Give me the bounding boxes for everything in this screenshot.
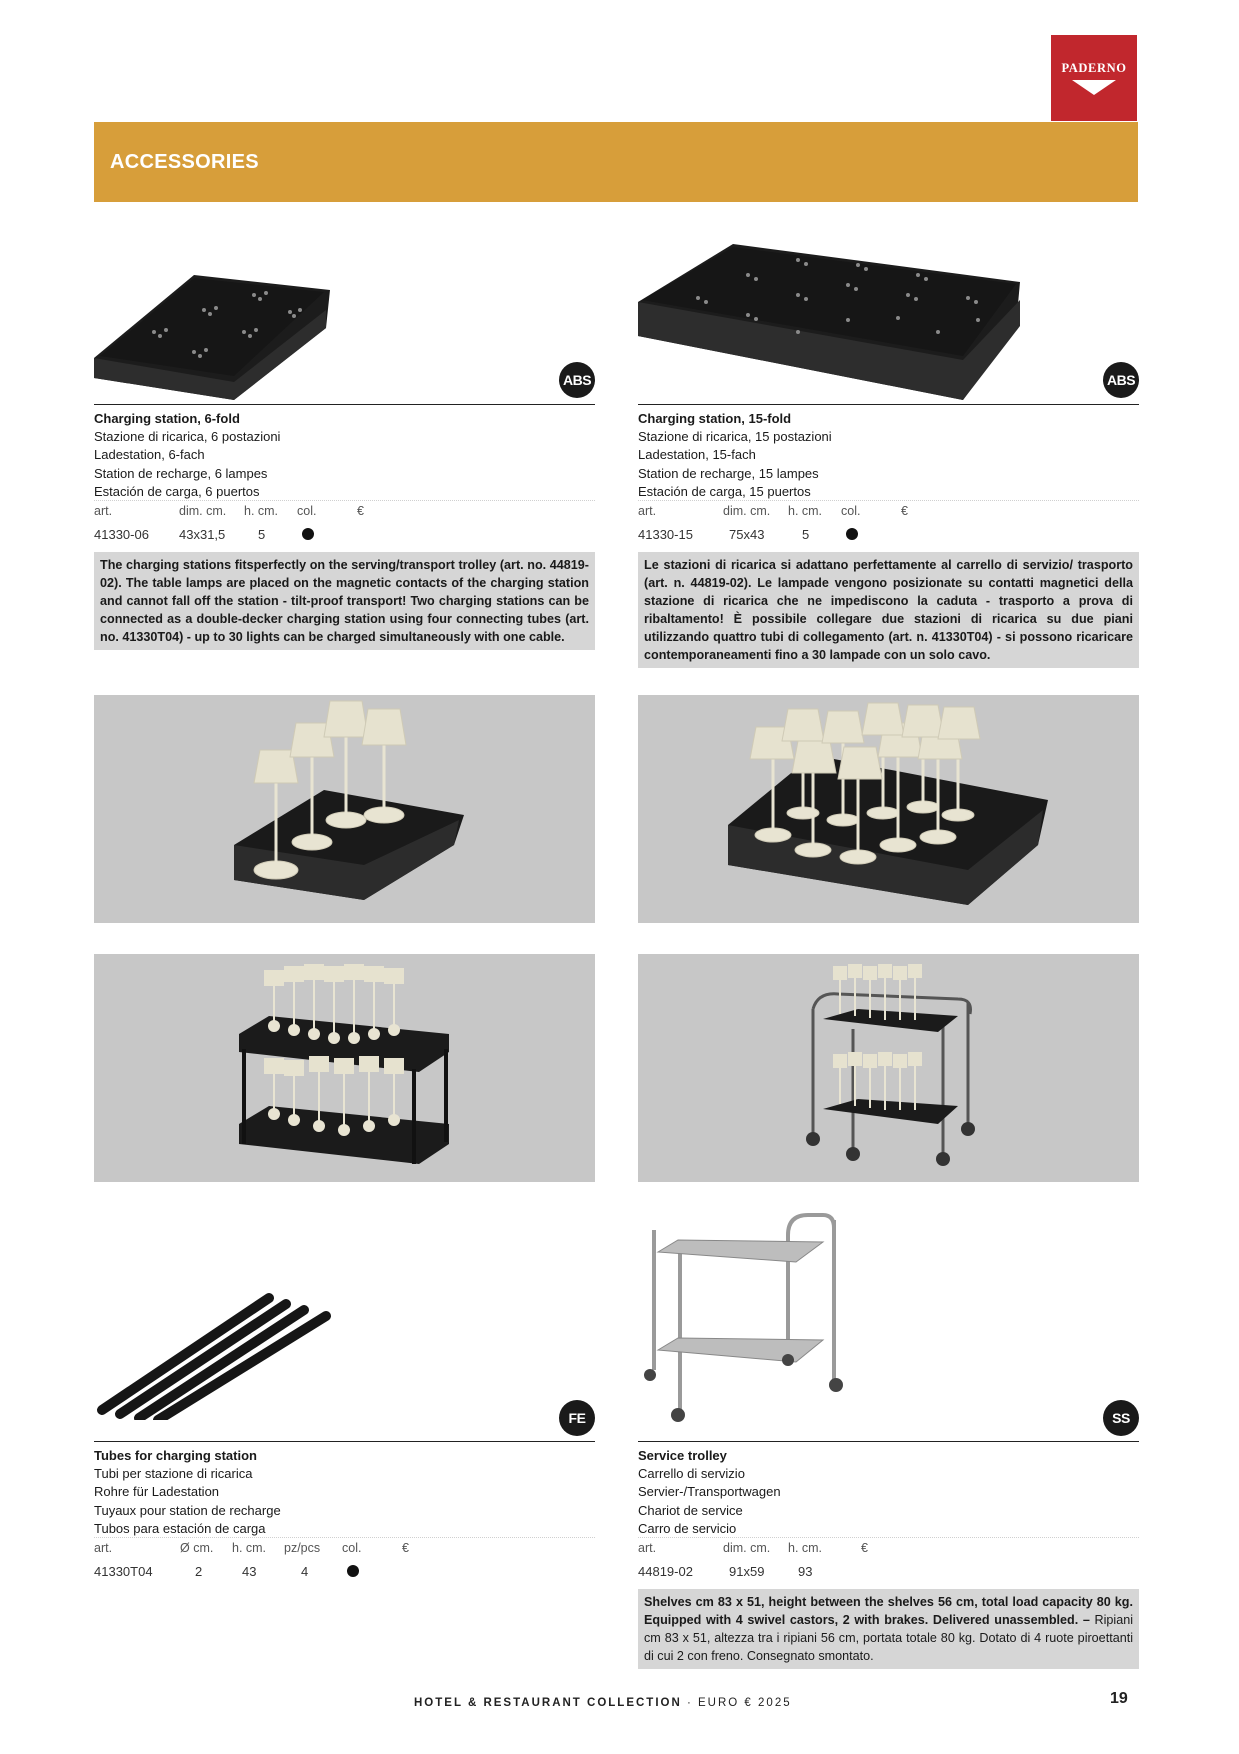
- header-col: col.: [841, 504, 861, 518]
- header-h: h. cm.: [244, 504, 279, 518]
- name-it: Tubi per stazione di ricarica: [94, 1466, 253, 1482]
- value-h: 5: [802, 527, 810, 542]
- value-dim: 91x59: [729, 1564, 765, 1579]
- name-fr: Tuyaux pour station de recharge: [94, 1502, 281, 1518]
- material-badge-abs: ABS: [1103, 362, 1139, 398]
- divider: [638, 404, 1139, 405]
- value-art: 41330-06: [94, 527, 149, 542]
- color-black-swatch: [302, 528, 314, 540]
- material-badge-fe: FE: [559, 1400, 595, 1436]
- value-h: 93: [798, 1564, 813, 1579]
- product-service-trolley: [638, 1210, 1139, 1670]
- name-it: Stazione di ricarica, 15 postazioni: [638, 429, 832, 445]
- note-text: The charging stations fitsperfectly on the serving/transport trolley (art. no. 44819-02). The table lamps are placed on the magnetic contacts of the charging station and cannot fall off the station - tilt-proof transport! Two charging stations can be connected as a double-decker charging station using four connecting tubes (art. no. 41330T04) - up to 30 lights can be charged simultaneously with one cable.: [100, 558, 589, 644]
- logo-triangle-icon: [1072, 80, 1116, 95]
- charging-station-15-image: [638, 240, 1139, 400]
- product-charging-station-6: [94, 230, 595, 670]
- header-art: art.: [638, 504, 657, 518]
- header-price: €: [357, 504, 364, 518]
- name-en: Service trolley: [638, 1448, 727, 1463]
- service-trolley-image: [638, 1210, 1139, 1435]
- section-banner: [94, 122, 1138, 202]
- name-es: Tubos para estación de carga: [94, 1520, 266, 1536]
- dotted-separator: [638, 500, 1139, 501]
- dotted-separator: [638, 1537, 1139, 1538]
- product-names: [638, 410, 1139, 501]
- material-badge-abs: ABS: [559, 362, 595, 398]
- value-h: 43: [242, 1564, 257, 1579]
- header-h: h. cm.: [788, 1541, 823, 1555]
- header-dim: dim. cm.: [723, 504, 771, 518]
- header-art: art.: [638, 1541, 657, 1555]
- material-badge-ss: SS: [1103, 1400, 1139, 1436]
- logo-text: PADERNO: [1061, 61, 1127, 75]
- header-dim: dim. cm.: [179, 504, 227, 518]
- product-note: [638, 1589, 1139, 1669]
- header-diameter: Ø cm.: [180, 1541, 214, 1555]
- name-it: Stazione di ricarica, 6 postazioni: [94, 429, 281, 445]
- page-number: 19: [1110, 1690, 1128, 1707]
- value-art: 44819-02: [638, 1564, 693, 1579]
- header-price: €: [861, 1541, 868, 1555]
- divider: [94, 404, 595, 405]
- product-names: [638, 1447, 1139, 1538]
- value-pcs: 4: [301, 1564, 309, 1579]
- name-fr: Station de recharge, 15 lampes: [638, 465, 819, 481]
- name-en: Charging station, 6-fold: [94, 411, 240, 426]
- value-dim: 43x31,5: [179, 527, 226, 542]
- note-text-it: Ripiani cm 83 x 51, altezza tra i ripiani 56 cm, portata totale 80 kg. Dotato di 4 ruote piroettanti di cui 2 con freno. Consegnato smontato.: [644, 1613, 1134, 1663]
- product-charging-station-15: [638, 230, 1139, 670]
- color-black-swatch: [846, 528, 858, 540]
- value-dim: 75x43: [729, 527, 765, 542]
- photo-6fold-with-lamps: [94, 695, 595, 923]
- header-price: €: [402, 1541, 409, 1555]
- name-en: Charging station, 15-fold: [638, 411, 792, 426]
- header-art: art.: [94, 504, 113, 518]
- name-es: Estación de carga, 6 puertos: [94, 483, 260, 499]
- tubes-image: [94, 1290, 595, 1420]
- photo-double-decker-station: [94, 954, 595, 1182]
- product-names: [94, 410, 595, 501]
- header-col: col.: [297, 504, 317, 518]
- name-de: Rohre für Ladestation: [94, 1484, 220, 1500]
- section-title: ACCESSORIES: [110, 150, 259, 173]
- note-text: Le stazioni di ricarica si adattano perfettamente al carrello di servizio/ trasporto (art. n. 44819-02). Le lampade vengono posizionate su contatti magnetici della stazione di ricarica che ne impediscono la caduta - trasporto a prova di ribaltamento! È possibile collegare due stazioni di ricarica su due piani utilizzando quattro tubi di collegamento (art. n. 41330T04) - si possono ricaricare contemporaneamenti fino a 30 lampade con un solo cavo.: [644, 558, 1133, 662]
- dotted-separator: [94, 1537, 595, 1538]
- name-es: Estación de carga, 15 puertos: [638, 483, 811, 499]
- name-de: Ladestation, 6-fach: [94, 447, 205, 463]
- header-dim: dim. cm.: [723, 1541, 771, 1555]
- product-note: [638, 552, 1139, 668]
- dotted-separator: [94, 500, 595, 501]
- product-note: [94, 552, 595, 650]
- header-col: col.: [342, 1541, 362, 1555]
- product-tubes: [94, 1210, 595, 1590]
- header-art: art.: [94, 1541, 113, 1555]
- name-fr: Chariot de service: [638, 1502, 743, 1518]
- divider: [638, 1441, 1139, 1442]
- divider: [94, 1441, 595, 1442]
- product-names: [94, 1447, 595, 1538]
- photo-15fold-with-lamps: [638, 695, 1139, 923]
- name-fr: Station de recharge, 6 lampes: [94, 465, 268, 481]
- value-h: 5: [258, 527, 266, 542]
- header-price: €: [901, 504, 908, 518]
- name-de: Servier-/Transportwagen: [638, 1484, 781, 1500]
- photo-trolley-with-stations: [638, 954, 1139, 1182]
- value-art: 41330-15: [638, 527, 693, 542]
- paderno-logo: [1051, 35, 1137, 121]
- value-diameter: 2: [195, 1564, 203, 1579]
- name-de: Ladestation, 15-fach: [638, 447, 756, 463]
- header-h: h. cm.: [232, 1541, 267, 1555]
- header-h: h. cm.: [788, 504, 823, 518]
- value-art: 41330T04: [94, 1564, 153, 1579]
- charging-station-6-image: [94, 270, 595, 400]
- footer-label: HOTEL & RESTAURANT COLLECTION: [414, 1697, 682, 1709]
- header-pcs: pz/pcs: [284, 1541, 321, 1555]
- name-es: Carro de servicio: [638, 1520, 737, 1536]
- footer-edition: EURO € 2025: [698, 1697, 792, 1709]
- note-text-en: Shelves cm 83 x 51, height between the shelves 56 cm, total load capacity 80 kg. Equipped with 4 swivel castors, 2 with brakes. Delivered unassembled. –: [644, 1595, 1133, 1627]
- color-black-swatch: [347, 1565, 359, 1577]
- footer: [414, 1697, 792, 1709]
- name-it: Carrello di servizio: [638, 1466, 745, 1482]
- footer-separator: ·: [686, 1697, 693, 1709]
- name-en: Tubes for charging station: [94, 1448, 257, 1463]
